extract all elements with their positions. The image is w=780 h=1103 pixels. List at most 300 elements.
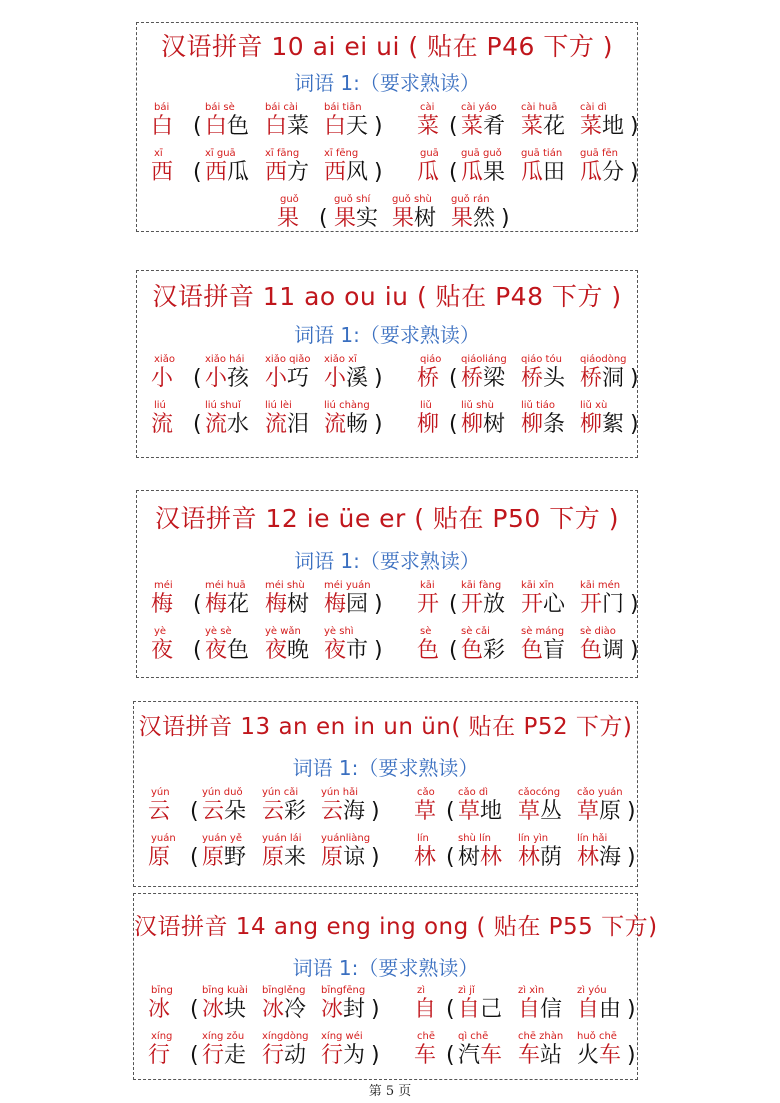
word-pinyin: lín yìn <box>518 833 549 844</box>
word-char-2: 色 <box>227 638 250 663</box>
word-hanzi <box>461 114 505 140</box>
word-char-2: 块 <box>224 997 247 1022</box>
close-paren: ) <box>630 366 639 391</box>
word-char-1: 火 <box>577 1043 600 1068</box>
word-char-2: 彩 <box>284 799 307 824</box>
main-character <box>151 625 173 664</box>
word-char-2: 车 <box>480 1043 503 1068</box>
word-hanzi <box>334 206 378 232</box>
word-hanzi <box>458 845 502 871</box>
open-paren: ( <box>190 845 199 870</box>
close-paren: ) <box>630 114 639 139</box>
open-paren: ( <box>449 114 458 139</box>
word-pinyin: qì chē <box>458 1031 489 1042</box>
main-character <box>414 984 436 1023</box>
word-pinyin: méi shù <box>265 580 305 591</box>
pinyin-card <box>133 893 658 1080</box>
word-pinyin: yuán lái <box>262 833 302 844</box>
main-hanzi: 菜 <box>417 114 440 139</box>
word-char-2: 调 <box>602 638 625 663</box>
word-char-2: 晚 <box>287 638 310 663</box>
vocab-row <box>137 353 637 397</box>
word-pinyin: liǔ xù <box>580 400 608 411</box>
word-char-2: 林 <box>480 845 503 870</box>
vocab-word <box>324 579 371 618</box>
main-character <box>417 399 439 438</box>
main-pinyin: xiǎo <box>154 354 175 365</box>
word-hanzi <box>521 114 565 140</box>
vocab-word <box>324 147 368 186</box>
vocab-row <box>137 625 637 669</box>
word-hanzi <box>577 799 623 825</box>
close-paren: ) <box>374 114 383 139</box>
main-hanzi: 柳 <box>417 412 440 437</box>
word-char-1: 流 <box>324 412 347 437</box>
vocab-word <box>451 193 495 232</box>
card-subtitle: 词语 1:（要求熟读） <box>292 956 479 980</box>
word-char-1: 白 <box>324 114 347 139</box>
pinyin-card <box>133 701 638 887</box>
word-char-1: 云 <box>262 799 285 824</box>
word-char-1: 瓜 <box>461 160 484 185</box>
word-pinyin: bái sè <box>205 102 235 113</box>
word-hanzi <box>521 638 565 664</box>
word-pinyin: cǎo dì <box>458 787 489 798</box>
word-char-1: 西 <box>265 160 288 185</box>
open-paren: ( <box>446 799 455 824</box>
vocab-row <box>134 984 637 1028</box>
word-hanzi <box>392 206 436 232</box>
word-hanzi <box>461 412 505 438</box>
word-char-2: 实 <box>356 206 379 231</box>
vocab-word <box>262 786 306 825</box>
word-char-1: 菜 <box>461 114 484 139</box>
word-char-1: 冰 <box>321 997 344 1022</box>
word-pinyin: liú shuǐ <box>205 400 241 411</box>
vocab-word <box>458 984 502 1023</box>
word-hanzi <box>461 160 505 186</box>
word-char-1: 果 <box>392 206 415 231</box>
word-pinyin: xī fēng <box>324 148 359 159</box>
word-hanzi <box>265 366 311 392</box>
word-pinyin: yè wǎn <box>265 626 301 637</box>
word-pinyin: guā guǒ <box>461 148 502 159</box>
open-paren: ( <box>193 160 202 185</box>
main-character <box>417 579 439 618</box>
word-char-1: 西 <box>205 160 228 185</box>
word-char-1: 原 <box>202 845 225 870</box>
vocab-word <box>580 147 624 186</box>
vocab-word <box>518 832 562 871</box>
word-char-2: 荫 <box>540 845 563 870</box>
vocab-row <box>137 579 637 623</box>
word-hanzi <box>580 366 627 392</box>
main-character <box>151 399 173 438</box>
close-paren: ) <box>630 638 639 663</box>
word-char-2: 市 <box>346 638 369 663</box>
word-hanzi <box>262 997 306 1023</box>
vocab-word <box>461 147 505 186</box>
main-character <box>417 625 439 664</box>
word-char-1: 柳 <box>580 412 603 437</box>
vocab-word <box>461 101 505 140</box>
word-char-1: 树 <box>458 845 481 870</box>
word-char-2: 心 <box>543 592 566 617</box>
main-pinyin: bīng <box>151 985 173 996</box>
word-pinyin: xī guā <box>205 148 236 159</box>
word-char-1: 冰 <box>202 997 225 1022</box>
pinyin-card <box>136 22 638 232</box>
vocab-word <box>580 579 624 618</box>
word-pinyin: xiǎo xī <box>324 354 357 365</box>
word-char-2: 海 <box>343 799 366 824</box>
word-pinyin: guā fēn <box>580 148 619 159</box>
word-pinyin: yuán yě <box>202 833 242 844</box>
word-hanzi <box>518 997 562 1023</box>
word-pinyin: yuánliàng <box>321 833 371 844</box>
vocab-word <box>324 101 368 140</box>
open-paren: ( <box>446 1043 455 1068</box>
open-paren: ( <box>190 1043 199 1068</box>
word-char-1: 自 <box>518 997 541 1022</box>
main-character <box>151 353 175 392</box>
main-pinyin: liǔ <box>420 400 432 411</box>
vocab-row <box>137 147 637 191</box>
vocab-word <box>202 1030 246 1069</box>
word-char-2: 果 <box>483 160 506 185</box>
word-char-2: 花 <box>543 114 566 139</box>
main-hanzi: 瓜 <box>417 160 440 185</box>
word-pinyin: cǎocóng <box>518 787 561 798</box>
word-hanzi <box>202 799 246 825</box>
word-hanzi <box>521 160 565 186</box>
word-char-2: 花 <box>227 592 250 617</box>
vocab-word <box>521 579 565 618</box>
vocab-word <box>324 625 368 664</box>
word-char-1: 梅 <box>324 592 347 617</box>
word-char-1: 行 <box>262 1043 285 1068</box>
vocab-word <box>461 353 507 392</box>
word-hanzi <box>205 160 249 186</box>
pinyin-card <box>136 270 638 458</box>
vocab-word <box>202 832 246 871</box>
word-hanzi <box>205 412 249 438</box>
vocab-word <box>521 147 565 186</box>
vocab-word <box>265 353 311 392</box>
open-paren: ( <box>193 114 202 139</box>
word-char-1: 林 <box>577 845 600 870</box>
vocab-row <box>137 101 637 145</box>
word-hanzi <box>324 412 370 438</box>
word-char-2: 为 <box>343 1043 366 1068</box>
word-hanzi <box>577 997 621 1023</box>
word-char-2: 原 <box>599 799 622 824</box>
vocab-word <box>324 353 368 392</box>
word-hanzi <box>324 114 368 140</box>
main-hanzi: 冰 <box>148 997 171 1022</box>
vocab-word <box>321 984 365 1023</box>
close-paren: ) <box>501 206 510 231</box>
word-hanzi <box>265 114 309 140</box>
open-paren: ( <box>446 997 455 1022</box>
close-paren: ) <box>627 845 636 870</box>
word-pinyin: bīng kuài <box>202 985 248 996</box>
close-paren: ) <box>627 997 636 1022</box>
word-char-2: 畅 <box>346 412 369 437</box>
close-paren: ) <box>630 592 639 617</box>
vocab-word <box>458 832 502 871</box>
open-paren: ( <box>449 638 458 663</box>
vocab-word <box>205 399 249 438</box>
main-pinyin: yè <box>154 626 167 637</box>
word-char-2: 盲 <box>543 638 566 663</box>
word-char-1: 冰 <box>262 997 285 1022</box>
word-hanzi <box>262 1043 309 1069</box>
vocab-word <box>580 101 624 140</box>
main-pinyin: guǒ <box>280 194 299 205</box>
word-char-1: 桥 <box>461 366 484 391</box>
word-char-2: 站 <box>540 1043 563 1068</box>
close-paren: ) <box>371 845 380 870</box>
word-char-1: 果 <box>451 206 474 231</box>
word-char-1: 汽 <box>458 1043 481 1068</box>
card-subtitle: 词语 1:（要求熟读） <box>294 549 480 573</box>
main-hanzi: 色 <box>417 638 440 663</box>
main-pinyin: xī <box>154 148 163 159</box>
vocab-word <box>205 147 249 186</box>
main-pinyin: guā <box>420 148 439 159</box>
vocab-row <box>134 832 637 876</box>
main-pinyin: chē <box>417 1031 435 1042</box>
vocab-word <box>265 399 309 438</box>
word-char-2: 丛 <box>540 799 563 824</box>
open-paren: ( <box>446 845 455 870</box>
main-hanzi: 果 <box>277 206 300 231</box>
open-paren: ( <box>319 206 328 231</box>
word-char-2: 动 <box>284 1043 307 1068</box>
main-hanzi: 白 <box>151 114 174 139</box>
word-pinyin: kāi fàng <box>461 580 502 591</box>
close-paren: ) <box>374 638 383 663</box>
main-pinyin: zì <box>417 985 426 996</box>
word-char-1: 色 <box>580 638 603 663</box>
open-paren: ( <box>193 592 202 617</box>
main-hanzi: 桥 <box>417 366 440 391</box>
word-char-1: 小 <box>324 366 347 391</box>
main-hanzi: 原 <box>148 845 171 870</box>
vocab-word <box>521 625 565 664</box>
word-char-2: 朵 <box>224 799 247 824</box>
word-char-1: 桥 <box>521 366 544 391</box>
word-pinyin: xiǎo qiǎo <box>265 354 311 365</box>
main-hanzi: 云 <box>148 799 171 824</box>
word-hanzi <box>321 845 370 871</box>
vocab-word <box>265 101 309 140</box>
word-hanzi <box>521 592 565 618</box>
main-character <box>148 832 176 871</box>
word-char-2: 门 <box>602 592 625 617</box>
word-char-1: 色 <box>521 638 544 663</box>
main-hanzi: 小 <box>151 366 174 391</box>
word-char-1: 林 <box>518 845 541 870</box>
vocab-word <box>458 786 502 825</box>
word-hanzi <box>265 160 309 186</box>
word-pinyin: guǒ shù <box>392 194 432 205</box>
word-hanzi <box>324 366 368 392</box>
word-char-2: 头 <box>543 366 566 391</box>
close-paren: ) <box>630 160 639 185</box>
word-char-2: 由 <box>599 997 622 1022</box>
word-char-1: 草 <box>577 799 600 824</box>
word-char-2: 冷 <box>284 997 307 1022</box>
main-character <box>417 147 439 186</box>
word-pinyin: shù lín <box>458 833 491 844</box>
vocab-row <box>134 786 637 830</box>
word-pinyin: bái tiān <box>324 102 362 113</box>
word-char-1: 车 <box>518 1043 541 1068</box>
word-char-1: 柳 <box>461 412 484 437</box>
main-character <box>151 579 173 618</box>
word-hanzi <box>262 799 306 825</box>
main-character <box>148 786 170 825</box>
main-pinyin: bái <box>154 102 170 113</box>
vocab-word <box>324 399 370 438</box>
word-pinyin: bái cài <box>265 102 298 113</box>
word-hanzi <box>265 638 309 664</box>
main-hanzi: 车 <box>414 1043 437 1068</box>
word-pinyin: cài dì <box>580 102 607 113</box>
main-hanzi: 行 <box>148 1043 171 1068</box>
word-char-2: 田 <box>543 160 566 185</box>
word-pinyin: lín hǎi <box>577 833 608 844</box>
word-hanzi <box>521 366 565 392</box>
word-char-1: 自 <box>458 997 481 1022</box>
word-hanzi <box>202 997 248 1023</box>
word-pinyin: liú lèi <box>265 400 292 411</box>
word-hanzi <box>580 114 624 140</box>
open-paren: ( <box>193 638 202 663</box>
word-pinyin: xíng wéi <box>321 1031 363 1042</box>
vocab-word <box>205 579 249 618</box>
word-char-2: 树 <box>287 592 310 617</box>
main-character <box>148 1030 172 1069</box>
word-char-1: 菜 <box>521 114 544 139</box>
close-paren: ) <box>371 1043 380 1068</box>
word-char-1: 小 <box>205 366 228 391</box>
word-pinyin: guā tián <box>521 148 563 159</box>
word-char-2: 树 <box>414 206 437 231</box>
main-character <box>148 984 173 1023</box>
word-char-1: 瓜 <box>580 160 603 185</box>
word-char-1: 草 <box>518 799 541 824</box>
card-title: 汉语拼音 14 ang eng ing ong ( 贴在 P55 下方) <box>134 914 658 940</box>
word-pinyin: xíngdòng <box>262 1031 309 1042</box>
vocab-word <box>265 579 309 618</box>
word-pinyin: guǒ rán <box>451 194 490 205</box>
word-char-1: 夜 <box>324 638 347 663</box>
word-char-1: 开 <box>580 592 603 617</box>
main-hanzi: 西 <box>151 160 174 185</box>
word-char-2: 来 <box>284 845 307 870</box>
word-pinyin: cài huā <box>521 102 558 113</box>
word-char-2: 洞 <box>602 366 625 391</box>
vocab-word <box>521 101 565 140</box>
card-title: 汉语拼音 13 an en in un ün( 贴在 P52 下方) <box>138 714 633 740</box>
main-hanzi: 流 <box>151 412 174 437</box>
main-character <box>417 101 439 140</box>
word-hanzi <box>321 997 365 1023</box>
word-char-1: 果 <box>334 206 357 231</box>
vocab-word <box>265 625 309 664</box>
word-char-1: 梅 <box>265 592 288 617</box>
word-pinyin: liú chàng <box>324 400 370 411</box>
word-char-1: 夜 <box>265 638 288 663</box>
word-char-2: 色 <box>227 114 250 139</box>
vocab-word <box>577 984 621 1023</box>
vocab-word <box>265 147 309 186</box>
open-paren: ( <box>449 366 458 391</box>
word-char-2: 瓜 <box>227 160 250 185</box>
vocab-word <box>262 1030 309 1069</box>
word-pinyin: guǒ shí <box>334 194 371 205</box>
word-char-1: 瓜 <box>521 160 544 185</box>
close-paren: ) <box>627 1043 636 1068</box>
main-character <box>417 353 441 392</box>
word-hanzi <box>205 366 249 392</box>
word-char-1: 柳 <box>521 412 544 437</box>
word-pinyin: chē zhàn <box>518 1031 564 1042</box>
word-char-2: 放 <box>483 592 506 617</box>
word-hanzi <box>321 1043 365 1069</box>
word-hanzi <box>324 638 368 664</box>
word-char-2: 泪 <box>287 412 310 437</box>
main-character <box>414 1030 436 1069</box>
main-character <box>277 193 299 232</box>
vocab-word <box>518 786 562 825</box>
word-char-1: 云 <box>321 799 344 824</box>
card-title: 汉语拼音 12 ie üe er ( 贴在 P50 下方 ) <box>155 504 619 533</box>
main-hanzi: 草 <box>414 799 437 824</box>
vocab-word <box>580 625 624 664</box>
word-hanzi <box>518 845 562 871</box>
vocab-word <box>205 625 249 664</box>
word-pinyin: huǒ chē <box>577 1031 617 1042</box>
vocab-word <box>521 399 565 438</box>
word-char-1: 桥 <box>580 366 603 391</box>
card-title: 汉语拼音 10 ai ei ui ( 贴在 P46 下方 ) <box>160 32 614 61</box>
word-char-1: 流 <box>205 412 228 437</box>
word-char-2: 地 <box>480 799 503 824</box>
word-pinyin: yún cǎi <box>262 787 299 798</box>
word-pinyin: bīnglěng <box>262 985 306 996</box>
vocab-word <box>321 786 365 825</box>
close-paren: ) <box>371 799 380 824</box>
word-char-2: 风 <box>346 160 369 185</box>
word-char-2: 分 <box>602 160 625 185</box>
word-pinyin: qiáodòng <box>580 354 627 365</box>
close-paren: ) <box>374 366 383 391</box>
word-char-2: 地 <box>602 114 625 139</box>
vocab-word <box>518 984 562 1023</box>
word-char-1: 开 <box>461 592 484 617</box>
close-paren: ) <box>374 412 383 437</box>
word-hanzi <box>265 412 309 438</box>
word-hanzi <box>321 799 365 825</box>
close-paren: ) <box>374 160 383 185</box>
word-hanzi <box>580 160 624 186</box>
open-paren: ( <box>190 997 199 1022</box>
word-hanzi <box>265 592 309 618</box>
